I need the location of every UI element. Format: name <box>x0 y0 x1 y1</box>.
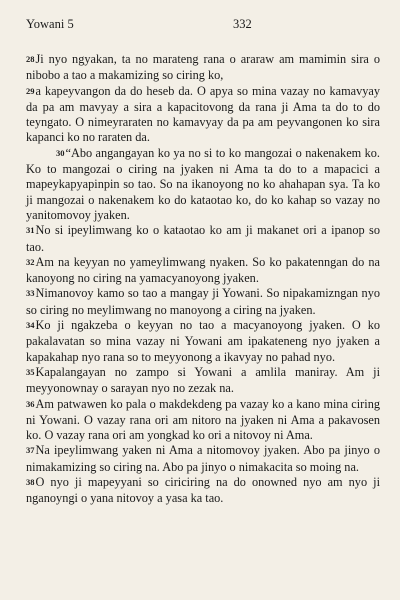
verse-text: Na ipeylimwang yaken ni Ama a nitomovoy jyaken. Abo pa jinyo o nimakamizing so ciring na. Abo pa jinyo o nimakacita so moing na. <box>26 443 380 474</box>
verse-text: Kapalangayan no zampo si Yowani a amlila maniray. Am ji meyyonownay o sarayan nyo no zezak na. <box>26 364 380 396</box>
verse-number: 38 <box>26 477 35 488</box>
verse-number: 28 <box>26 54 35 64</box>
verse-number: 35 <box>26 366 35 377</box>
verse-text: Ko ji ngakzeba o keyyan no tao a macyanoyong jyaken. O ko pakalavatan so mina vazay ni Yowani am ipakateneng nyo jyaken a kapakahap nyo rana so to meyyonong a ikavyay no pahad nyo. <box>26 318 380 364</box>
verse-text: Nimanovoy kamo so tao a mangay ji Yowani. So nipakamizngan nyo so ciring no meylimwang no manoyong a ciring na jyaken. <box>26 286 380 317</box>
verse-number: 34 <box>26 320 35 331</box>
verse-number: 31 <box>26 225 35 236</box>
verse-30 <box>26 146 380 223</box>
verse-37 <box>26 443 380 475</box>
verse-text: a kapeyvangon da do heseb da. O apya so mina vazay no kamavyay da pa am mavyay a sira a kapacitovong da rana ji Ama ta do to do teyngato. O nimeyraraten no kamavyay da pa am peyvangonen ko sira kapanci ko no raraten da. <box>26 83 380 145</box>
verse-text: “Abo angangayan ko ya no si to ko mangozai o nakenakem ko. Ko to mangozai o ciring na jyaken ni Ama ta do to a mapacici a mapeykapyapinpin so tao. So na ikanoyong no ko ahahapan sya. Ta ko ji mangozai o nakenakem ko do kataotao ko, do ko kahap so vazay no yanitomovoy jyaken. <box>26 145 380 222</box>
verse-text: Am na keyyan no yameylimwang nyaken. So ko pakatenngan do na kanoyong no ciring na yamacyanoyong jyaken. <box>26 254 380 286</box>
verse-33 <box>26 286 380 318</box>
page-number: 332 <box>233 17 252 31</box>
running-head-book: Yowani 5 <box>26 17 74 31</box>
verse-number: 37 <box>26 445 35 456</box>
verse-29 <box>26 84 380 146</box>
verse-number: 30 <box>56 147 65 158</box>
verse-35 <box>26 365 380 397</box>
verse-text: Am patwawen ko pala o makdekdeng pa vazay ko a kano mina ciring ni Yowani. O vazay rana ori am nitoro na jyaken ni Ama a pakavosen ko. O vazay rana ori am yongkad ko ori a nitovoy ni Ama. <box>26 396 380 443</box>
verse-number: 33 <box>26 288 35 299</box>
verse-28 <box>26 52 380 84</box>
verse-text: No si ipeylimwang ko o kataotao ko am ji makanet ori a ipanop so tao. <box>26 223 380 254</box>
verse-36 <box>26 397 380 444</box>
scripture-text <box>26 52 380 507</box>
page-header <box>26 17 378 33</box>
verse-31 <box>26 223 380 255</box>
verse-number: 36 <box>26 398 35 409</box>
verse-38 <box>26 475 380 507</box>
verse-34 <box>26 318 380 365</box>
verse-number: 32 <box>26 256 35 267</box>
verse-number: 29 <box>26 85 35 96</box>
verse-text: O nyo ji mapeyyani so ciriciring na do onowned nyo am nyo ji nganoyngi o yana nitovoy a yasa ka tao. <box>26 475 380 506</box>
verse-32 <box>26 255 380 287</box>
verse-text: Ji nyo ngyakan, ta no marateng rana o araraw am mamimin sira o nibobo a tao a makamizing so ciring ko, <box>26 52 380 83</box>
